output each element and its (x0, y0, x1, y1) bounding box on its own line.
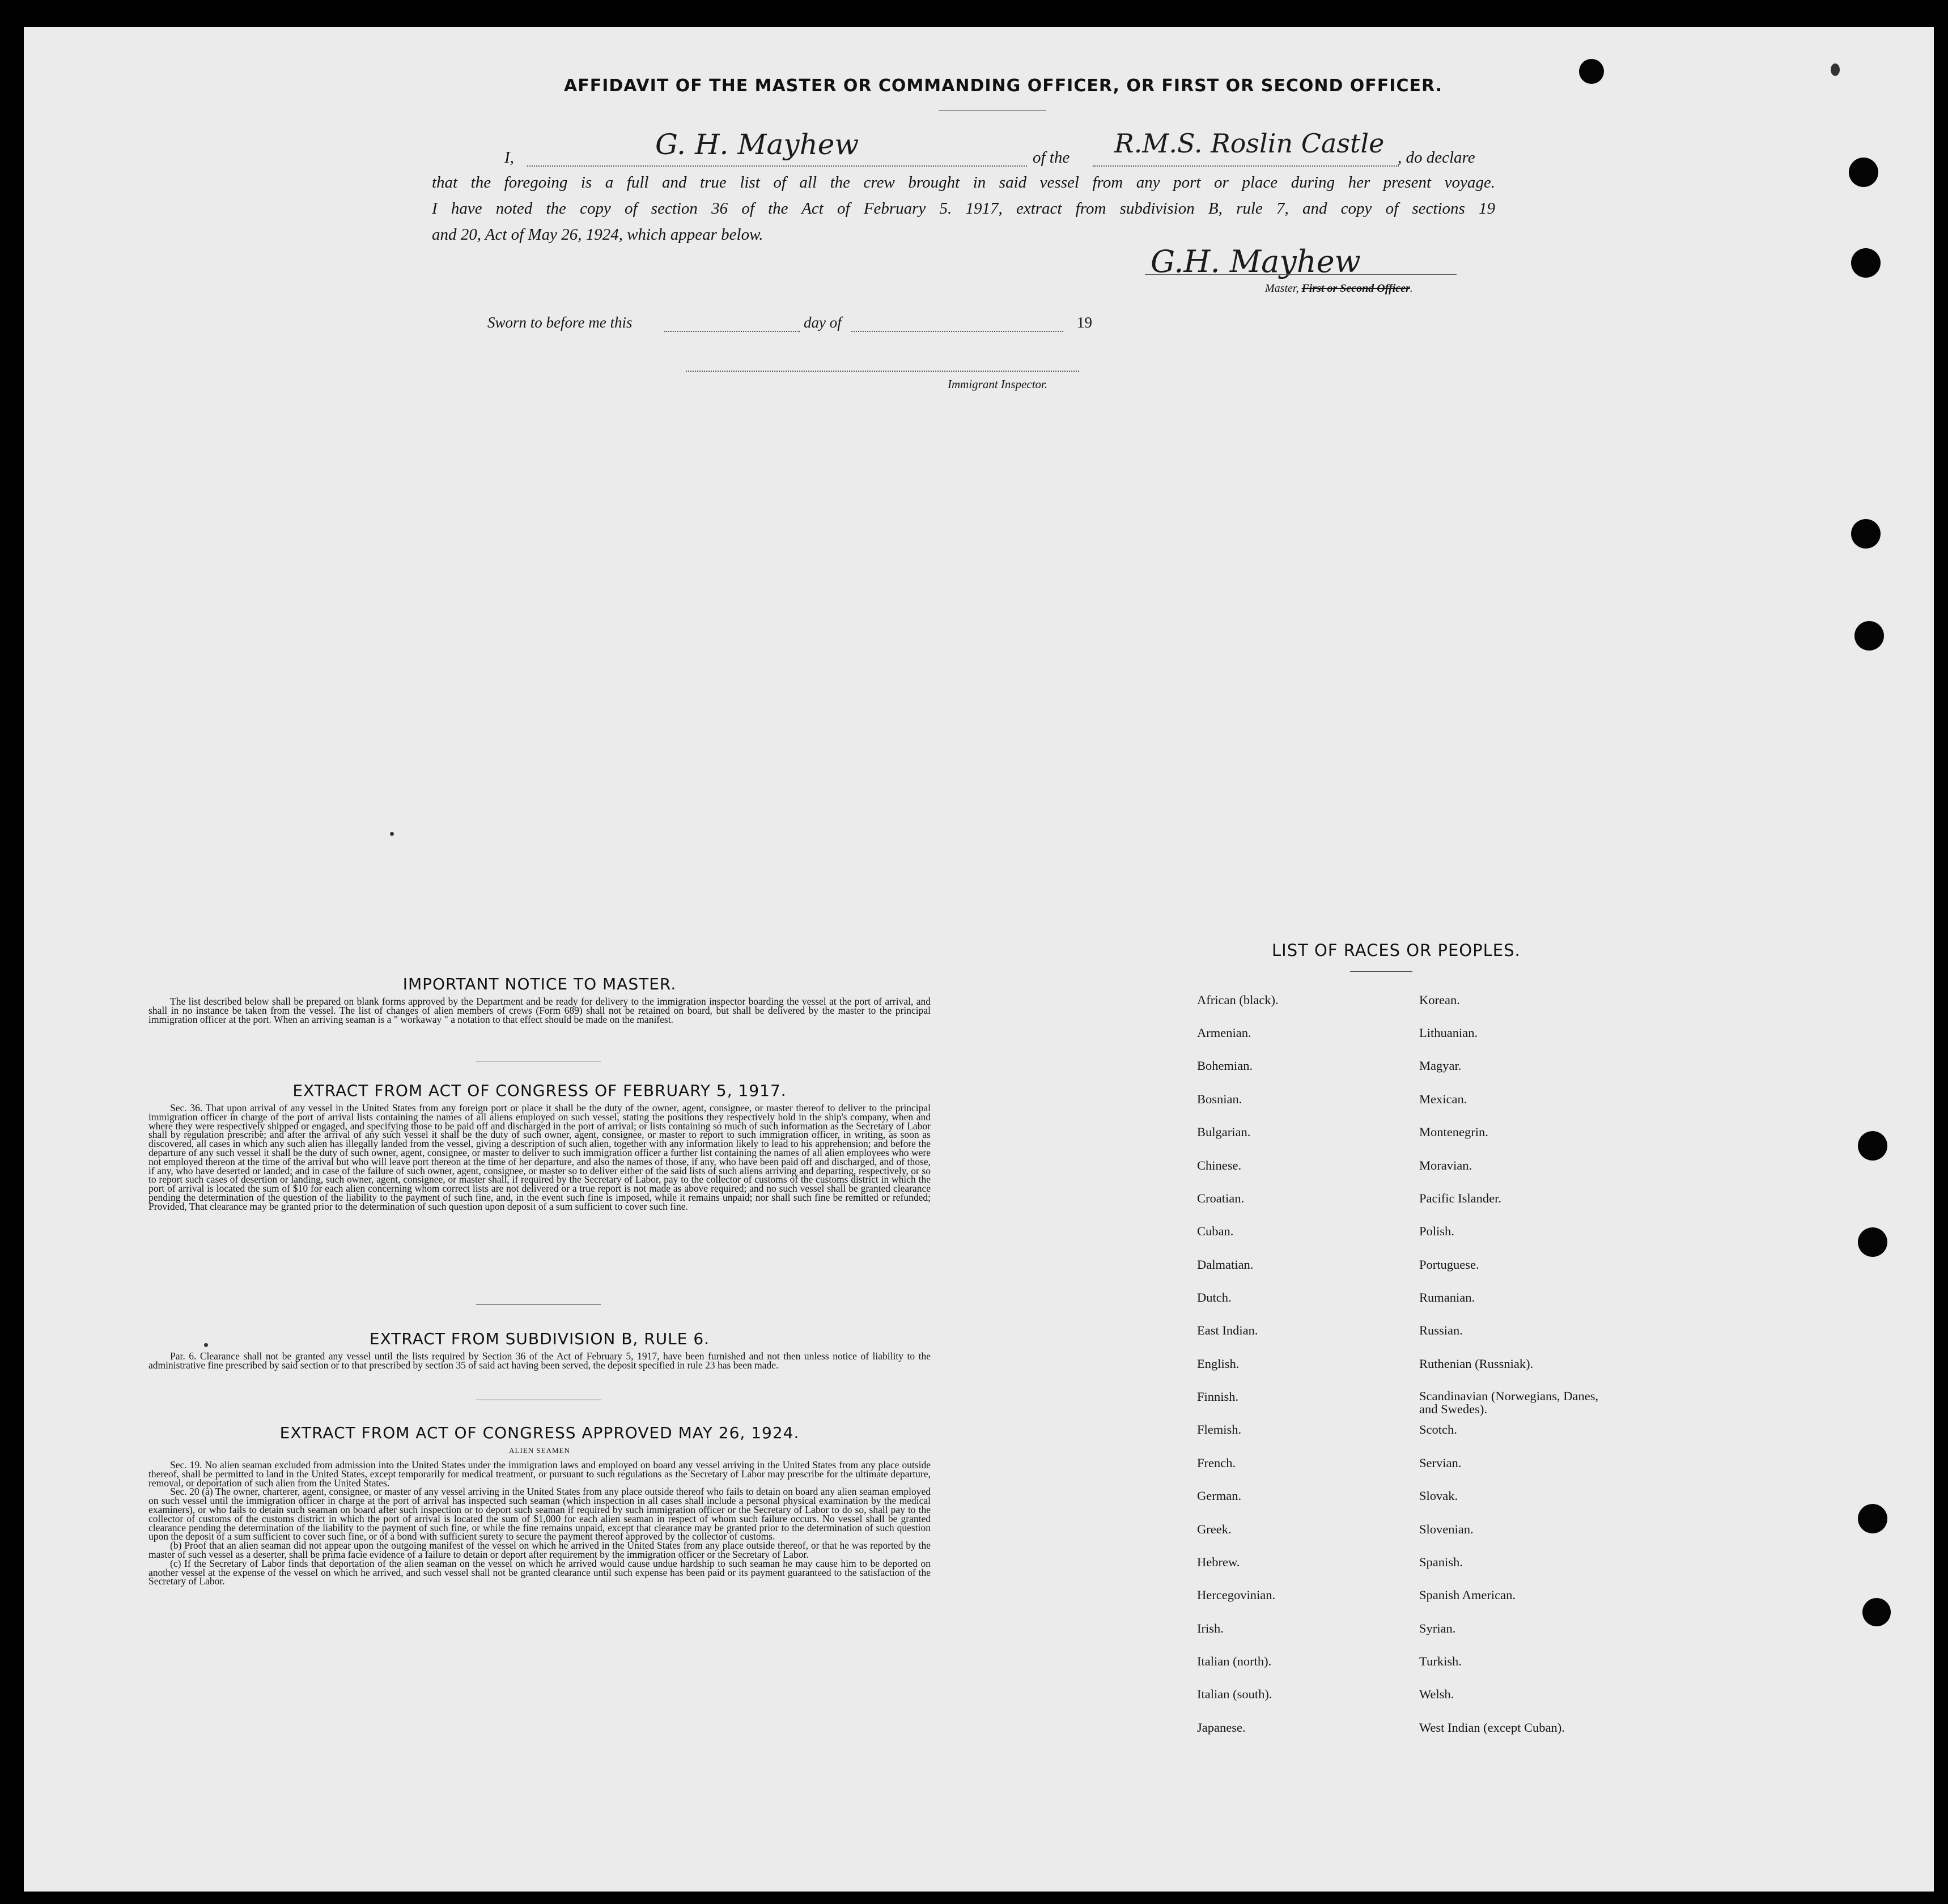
extract-1924-title: EXTRACT FROM ACT OF CONGRESS APPROVED MAY 26, 1924. (279, 1423, 800, 1442)
notice-text (148, 997, 931, 1024)
sworn-label: Sworn to before me this (487, 314, 633, 331)
race-left-item: Bosnian. (1197, 1092, 1242, 1106)
notice-paragraph: The list described below shall be prepared on blank forms approved by the Department and be ready for delivery to the immigration inspector boarding the vessel at the port of arrival, and shall in no instance be taken from the vessel. The list of changes of alien members of crews (Form 689) shall not be retained on board, but shall be delivered by the master to the principal immigration officer at the port. When an arriving seaman is a " workaway " a notation to that effect should be made on the manifest. (148, 996, 931, 1025)
race-right-item: Rumanian. (1419, 1290, 1475, 1304)
document-page (24, 27, 1934, 1892)
race-left-item: Italian (north). (1197, 1654, 1272, 1668)
race-right-item: Korean. (1419, 993, 1460, 1007)
race-left-item: Irish. (1197, 1621, 1224, 1635)
master-signature: G.H. Mayhew (1151, 244, 1361, 279)
race-left-item: Finnish. (1197, 1389, 1239, 1404)
affidavit-do-declare: , do declare (1398, 148, 1475, 167)
caption-struck-officer: First or Second Officer (1301, 282, 1410, 295)
race-right-item: Ruthenian (Russniak). (1419, 1357, 1534, 1371)
race-left-item: Greek. (1197, 1522, 1232, 1536)
extract-1917-text (148, 1104, 931, 1212)
punch-hole (1854, 621, 1884, 651)
vessel-blank (1093, 165, 1399, 167)
race-right-item: Montenegrin. (1419, 1125, 1488, 1139)
race-left-item: Armenian. (1197, 1026, 1251, 1040)
caption-master: Master, (1265, 282, 1299, 295)
punch-hole (1858, 1504, 1887, 1533)
vessel-name-handwriting: R.M.S. Roslin Castle (1114, 128, 1385, 159)
day-of-label: day of (804, 314, 842, 331)
race-left-item: Cuban. (1197, 1224, 1234, 1238)
punch-hole (1849, 158, 1878, 187)
race-left-item: Dalmatian. (1197, 1257, 1254, 1272)
race-left-item: African (black). (1197, 993, 1279, 1007)
race-left-item: Japanese. (1197, 1720, 1246, 1735)
race-left-item: Flemish. (1197, 1422, 1242, 1436)
race-right-item: Moravian. (1419, 1158, 1472, 1172)
name-blank (527, 165, 1027, 167)
race-left-item: Italian (south). (1197, 1687, 1272, 1701)
extract-rule6-paragraph: Par. 6. Clearance shall not be granted any vessel until the lists required by Section 36 of the Act of February 5, 1917, have been furnished and not then unless notice of liability to the administrative fine prescribed by said section or to that prescribed by section 35 of said act having been served, the deposit specified in rule 23 has been made. (148, 1350, 931, 1371)
sec-20b-paragraph: (b) Proof that an alien seaman did not appear upon the outgoing manifest of the vessel on which he arrived in the United States from any place outside thereof, or that he was reported by the master of such vessel as a deserter, shall be prima facie evidence of a failure to detain or deport after requirement by the immigration officer or the Secretary of Labor. (148, 1540, 931, 1560)
extract-1924-text (148, 1461, 931, 1586)
punch-hole (1851, 248, 1881, 278)
year-prefix: 19 (1077, 314, 1092, 331)
race-left-item: German. (1197, 1489, 1242, 1503)
speck (390, 832, 394, 836)
race-left-item: English. (1197, 1357, 1240, 1371)
notice-title: IMPORTANT NOTICE TO MASTER. (402, 975, 677, 993)
speck (1831, 63, 1840, 76)
alien-seamen-subtitle: ALIEN SEAMEN (509, 1446, 570, 1455)
affidavit-of-the: of the (1033, 148, 1070, 167)
inspector-caption: Immigrant Inspector. (948, 377, 1048, 391)
race-right-item: Portuguese. (1419, 1257, 1479, 1272)
section-divider (476, 1304, 601, 1305)
sworn-month-blank (851, 331, 1063, 332)
race-right-item: Scandinavian (Norwegians, Danes, and Swedes). (1419, 1389, 1599, 1416)
signature-blank (1145, 274, 1457, 275)
race-left-item: French. (1197, 1456, 1236, 1470)
punch-hole (1858, 1131, 1887, 1161)
race-left-item: Bohemian. (1197, 1059, 1253, 1073)
race-right-item: Spanish American. (1419, 1588, 1516, 1602)
punch-hole (1858, 1227, 1887, 1257)
race-left-item: Chinese. (1197, 1158, 1242, 1172)
affidavit-i-label: I, (504, 148, 514, 167)
signature-caption: Master, First or Second Officer. (1265, 282, 1413, 295)
race-left-item: East Indian. (1197, 1323, 1258, 1337)
race-right-item: Welsh. (1419, 1687, 1454, 1701)
affidavit-title: AFFIDAVIT OF THE MASTER OR COMMANDING OFFICER, OR FIRST OR SECOND OFFICER. (563, 76, 1443, 96)
affidavit-line-3: I have noted the copy of section 36 of the Act of February 5. 1917, extract from subdivision B, rule 7, and copy of sections 19 (432, 199, 1495, 218)
race-right-item: West Indian (except Cuban). (1419, 1720, 1565, 1735)
races-divider (1350, 971, 1412, 972)
race-right-item: Scotch. (1419, 1422, 1457, 1436)
punch-hole (1851, 519, 1881, 549)
race-right-item: Syrian. (1419, 1621, 1456, 1635)
race-right-item: Pacific Islander. (1419, 1191, 1501, 1205)
race-right-item: Lithuanian. (1419, 1026, 1478, 1040)
extract-1917-paragraph: Sec. 36. That upon arrival of any vessel in the United States from any foreign port or place it shall be the duty of the owner, agent, consignee, or master thereof to deliver to the principal immigration officer in charge of the port of arrival lists containing the names of all aliens employed on such vessel, stating the positions they respectively hold in the ship's company, when and where they were respectively shipped or engaged, and specifying those to be paid off and discharged in the port of arrival; or lists containing so much of such information as the Secretary of Labor shall by regulation prescribe; and after the arrival of any such vessel it shall be the duty of such owner, agent, consignee, or master to report to such immigration officer, in writing, as soon as discovered, all cases in which any such alien has illegally landed from the vessel, giving a description of such alien, together with any information likely to lead to his apprehension; and before the departure of any such vessel it shall be the duty of such owner, agent, consignee, or master to deliver to such immigration officer a further list containing the names of all alien employees who were not employed thereon at the time of the arrival but who will leave port thereon at the time of her departure, and also the names of those, if any, who have been paid off and discharged, and of those, if any, who have deserted or landed; and in case of the failure of such owner, agent, consignee, or master so to deliver either of the said lists of such aliens arriving and departing, respectively, or so to report such cases of desertion or landing, such owner, agent, consignee, or master shall, if required by the Secretary of Labor, pay to the collector of customs of the customs district in which the port of arrival is located the sum of $10 for each alien concerning whom correct lists are not delivered or a true report is not made as above required; and no such vessel shall be granted clearance pending the determination of the question of the liability to the payment of such fine, and, in the event such fine is imposed, while it remains unpaid; nor shall such fine be remitted or refunded; Provided, That clearance may be granted prior to the determination of such question upon deposit of a sum sufficient to cover such fine. (148, 1102, 931, 1212)
inspector-blank (686, 371, 1079, 372)
affidavit-line-2: that the foregoing is a full and true list of all the crew brought in said vessel from any port or place during her present voyage. (432, 173, 1495, 192)
extract-rule6-title: EXTRACT FROM SUBDIVISION B, RULE 6. (369, 1329, 710, 1348)
affidavit-line-4: and 20, Act of May 26, 1924, which appear below. (432, 226, 763, 244)
race-right-item: Polish. (1419, 1224, 1454, 1238)
race-right-item: Slovak. (1419, 1489, 1458, 1503)
race-left-item: Hebrew. (1197, 1555, 1240, 1569)
race-left-item: Bulgarian. (1197, 1125, 1251, 1139)
sworn-day-blank (664, 331, 800, 332)
extract-rule6-text (148, 1352, 931, 1370)
master-name-handwriting: G. H. Mayhew (655, 128, 859, 161)
race-right-item: Turkish. (1419, 1654, 1462, 1668)
sec-20a-paragraph: Sec. 20 (a) The owner, charterer, agent, consignee, or master of any vessel arriving in the United States from any place outside thereof who fails to detain on board any alien seaman employed on such vessel until the immigration officer in charge at the port of arrival has inspected such seaman (which inspection in all cases shall include a personal physical examination by the medical examiners), or who fails to detain such seaman on board after such inspection or to deport such seaman if required by such immigration officer or the Secretary of Labor to do so, shall pay to the collector of customs of the customs district in which the port of arrival is located the sum of $1,000 for each alien seaman in respect of whom such failure occurs. No vessel shall be granted clearance pending the determination of the liability to the payment of such fine, or while the fine remains unpaid, except that clearance may be granted prior to the determination of such question upon the deposit of a sum sufficient to cover such fine, or of a bond with sufficient surety to secure the payment thereof approved by the collector of customs. (148, 1486, 931, 1542)
race-left-item: Hercegovinian. (1197, 1588, 1276, 1602)
race-right-item: Magyar. (1419, 1059, 1462, 1073)
race-left-item: Dutch. (1197, 1290, 1232, 1304)
race-right-item: Servian. (1419, 1456, 1462, 1470)
race-right-item: Mexican. (1419, 1092, 1467, 1106)
race-right-item: Russian. (1419, 1323, 1463, 1337)
punch-hole (1579, 59, 1604, 84)
race-right-item: Slovenian. (1419, 1522, 1474, 1536)
punch-hole (1862, 1598, 1891, 1626)
extract-1917-title: EXTRACT FROM ACT OF CONGRESS OF FEBRUARY 5, 1917. (292, 1081, 787, 1100)
race-left-item: Croatian. (1197, 1191, 1245, 1205)
races-title: LIST OF RACES OR PEOPLES. (1272, 941, 1521, 960)
sec-20c-paragraph: (c) If the Secretary of Labor finds that deportation of the alien seaman on the vessel on which he arrived would cause undue hardship to such seaman he may cause him to be deported on another vessel at the expense of the vessel on which he arrived, and such vessel shall not be granted clearance until such expense has been paid or its payment guaranteed to the satisfaction of the Secretary of Labor. (148, 1557, 931, 1587)
race-right-item: Spanish. (1419, 1555, 1463, 1569)
sec-19-paragraph: Sec. 19. No alien seaman excluded from admission into the United States under the immigration laws and employed on board any vessel arriving in the United States from any place outside thereof, shall be permitted to land in the United States, except temporarily for medical treatment, or pursuant to such regulations as the Secretary of Labor may prescribe for the ultimate departure, removal, or deportation of such alien from the United States. (148, 1459, 931, 1489)
